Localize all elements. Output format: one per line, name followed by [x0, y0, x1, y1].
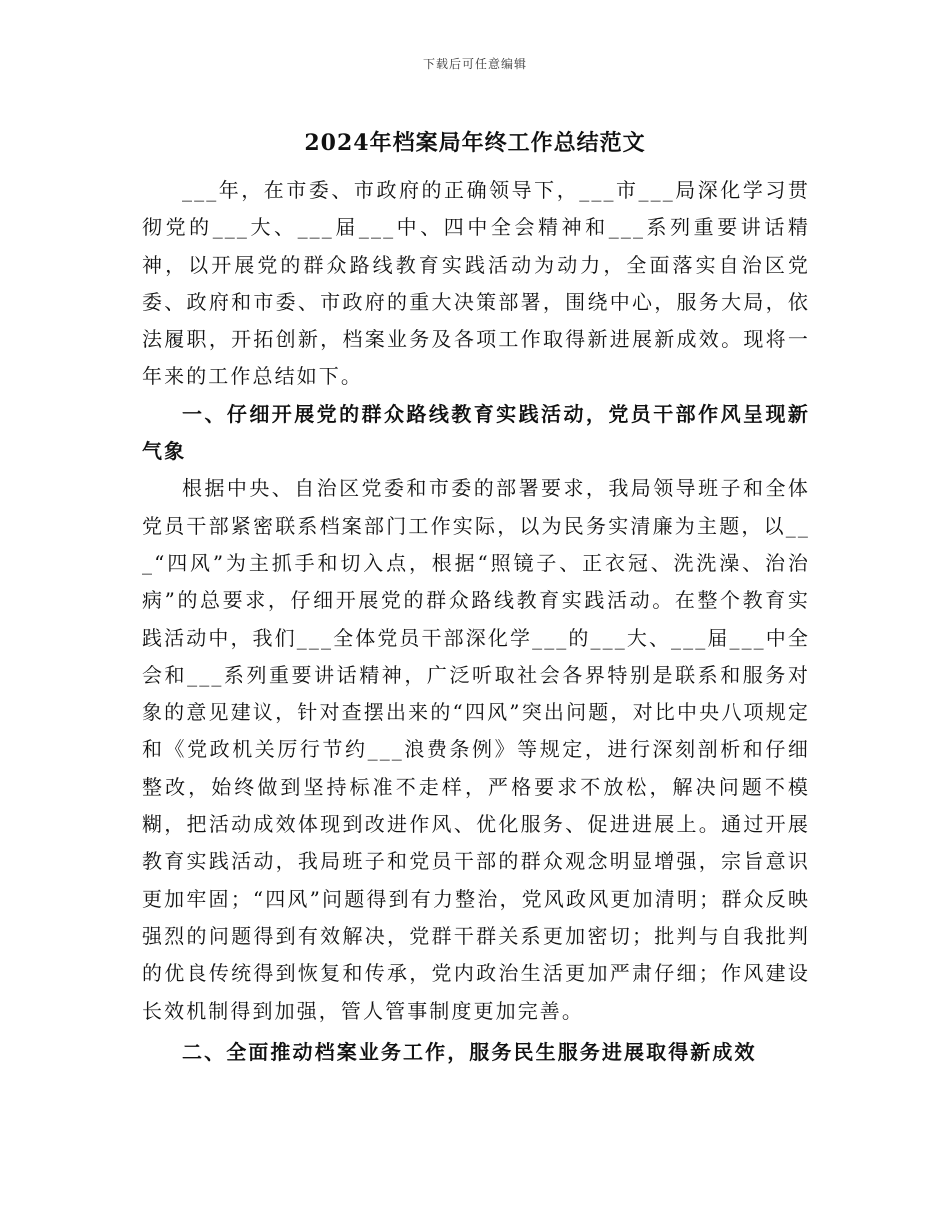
- document-body: [142, 172, 810, 1071]
- section-2-heading: 二、全面推动档案业务工作，服务民生服务进展取得新成效: [182, 1039, 757, 1064]
- document-title: 2024年档案局年终工作总结范文: [304, 130, 646, 156]
- header-note: 下载后可任意编辑: [422, 57, 527, 71]
- section-1-heading: 一、仔细开展党的群众路线教育实践活动，党员干部作风呈现新气象: [142, 401, 810, 464]
- section-1-paragraph: 根据中央、自治区党委和市委的部署要求，我局领导班子和全体党员干部紧密联系档案部门工作实际，以为民务实清廉为主题，以___“四风”为主抓手和切入点，根据“照镜子、正衣冠、洗洗澡、治治病”的总要求，仔细开展党的群众路线教育实践活动。在整个教育实践活动中，我们___全体党员干部深化学___的___大、___届___中全会和___系列重要讲话精神，广泛听取社会各界特别是联系和服务对象的意见建议，针对查摆出来的“四风”突出问题，对比中央八项规定和《党政机关厉行节约___浪费条例》等规定，进行深刻剖析和仔细整改，始终做到坚持标准不走样，严格要求不放松，解决问题不模糊，把活动成效体现到改进作风、优化服务、促进进展上。通过开展教育实践活动，我局班子和党员干部的群众观念明显增强，宗旨意识更加牢固；“四风”问题得到有力整治，党风政风更加清明；群众反映强烈的问题得到有效解决，党群干群关系更加密切；批判与自我批判的优良传统得到恢复和传承，党内政治生活更加严肃仔细；作风建设长效机制得到加强，管人管事制度更加完善。: [142, 476, 810, 1023]
- intro-paragraph: ___年，在市委、市政府的正确领导下，___市___局深化学习贯彻党的___大、___届___中、四中全会精神和___系列重要讲话精神，以开展党的群众路线教育实践活动为动力，全面落实自治区党委、政府和市委、市政府的重大决策部署，围绕中心，服务大局，依法履职，开拓创新，档案业务及各项工作取得新进展新成效。现将一年来的工作总结如下。: [142, 178, 810, 389]
